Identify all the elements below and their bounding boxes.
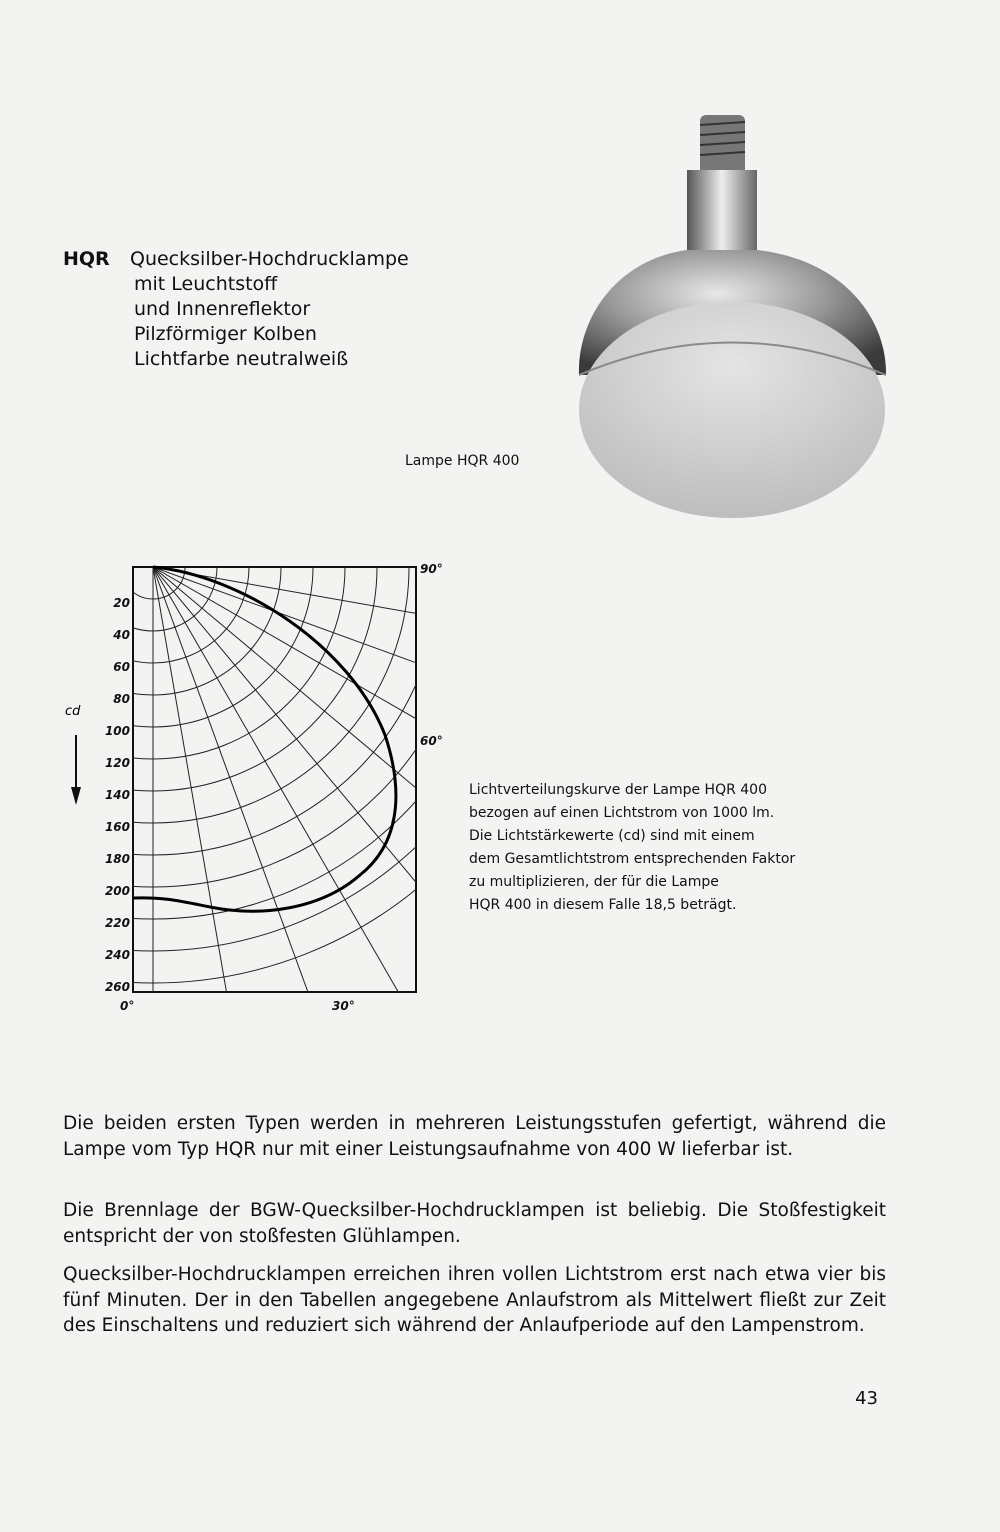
- photo-caption: Lampe HQR 400: [405, 453, 520, 469]
- svg-text:100: 100: [104, 724, 130, 738]
- svg-text:160: 160: [104, 820, 130, 834]
- svg-text:240: 240: [104, 948, 130, 962]
- svg-text:60°: 60°: [420, 734, 443, 748]
- svg-text:60: 60: [113, 660, 130, 674]
- chart-caption: [469, 779, 795, 917]
- svg-text:260: 260: [104, 980, 130, 994]
- caption-line: Die Lichtstärkewerte (cd) sind mit einem: [469, 828, 755, 844]
- svg-text:80: 80: [113, 692, 130, 706]
- svg-text:30°: 30°: [332, 999, 355, 1013]
- svg-text:220: 220: [104, 916, 130, 930]
- lamp-description: [130, 247, 409, 372]
- caption-line: dem Gesamtlichtstrom entsprechenden Faktor: [469, 851, 796, 867]
- desc-line: Lichtfarbe neutralweiß: [134, 348, 349, 370]
- body-paragraph: Die Brennlage der BGW-Quecksilber-Hochdrucklampen ist beliebig. Die Stoßfestigkeit entspricht der von stoßfesten Glühlampen.: [63, 1200, 886, 1247]
- body-paragraph: Quecksilber-Hochdrucklampen erreichen ihren vollen Lichtstrom erst nach etwa vier bis fünf Minuten. Der in den Tabellen angegebene Anlaufstrom als Mittelwert fließt zur Zeit des Einschaltens und reduziert sich während der Anlaufperiode auf den Lampenstrom.: [63, 1264, 886, 1336]
- caption-line: zu multiplizieren, der für die Lampe: [469, 874, 719, 890]
- desc-line: Quecksilber-Hochdrucklampe: [130, 248, 409, 270]
- light-distribution-chart: [60, 555, 460, 1025]
- svg-text:200: 200: [104, 884, 130, 898]
- svg-text:0°: 0°: [120, 999, 135, 1013]
- desc-line: Pilzförmiger Kolben: [134, 323, 317, 345]
- caption-line: Lichtverteilungskurve der Lampe HQR 400: [469, 782, 767, 798]
- lamp-code: HQR: [63, 248, 110, 270]
- svg-text:20: 20: [113, 596, 130, 610]
- caption-line: HQR 400 in diesem Falle 18,5 beträgt.: [469, 897, 737, 913]
- lamp-photo-icon: [575, 110, 890, 525]
- body-paragraph: Die beiden ersten Typen werden in mehreren Leistungsstufen gefertigt, während die Lampe vom Typ HQR nur mit einer Leistungsaufnahme von 400 W lieferbar ist.: [63, 1113, 886, 1160]
- svg-text:40: 40: [113, 628, 130, 642]
- svg-text:90°: 90°: [420, 562, 443, 576]
- arrow-down-icon: [71, 735, 81, 805]
- svg-text:140: 140: [104, 788, 130, 802]
- page-number: 43: [855, 1388, 878, 1409]
- unit-label: cd: [65, 704, 81, 719]
- svg-text:180: 180: [104, 852, 130, 866]
- svg-text:120: 120: [104, 756, 130, 770]
- caption-line: bezogen auf einen Lichtstrom von 1000 lm.: [469, 805, 775, 821]
- desc-line: und Innenreflektor: [134, 298, 311, 320]
- desc-line: mit Leuchtstoff: [134, 273, 278, 295]
